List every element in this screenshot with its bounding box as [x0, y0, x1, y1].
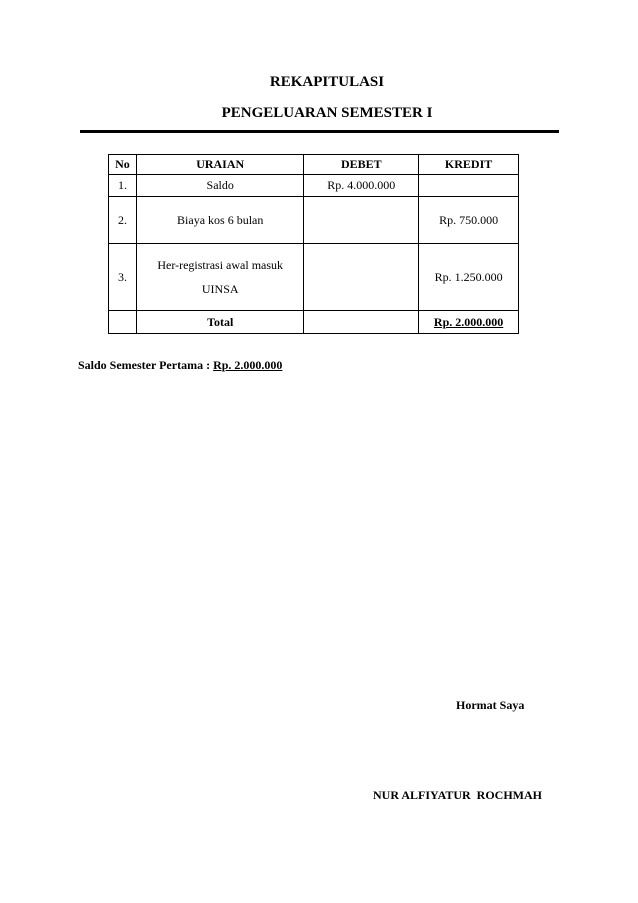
row-uraian-line-1: Her-registrasi awal masuk: [157, 258, 284, 272]
saldo-label: Saldo Semester Pertama :: [78, 358, 214, 372]
row-uraian: Saldo: [136, 175, 304, 197]
row-debet: [304, 244, 419, 311]
header-kredit: KREDIT: [419, 155, 519, 175]
row-debet: Rp. 4.000.000: [304, 175, 419, 197]
row-uraian: [136, 244, 304, 311]
document-subtitle: PENGELUARAN SEMESTER I: [221, 105, 433, 121]
closing-greeting: Hormat Saya: [456, 698, 525, 712]
header-uraian: URAIAN: [136, 155, 304, 175]
row-no: 2.: [109, 197, 137, 244]
row-kredit: [419, 175, 519, 197]
row-uraian-line-2: UINSA: [201, 282, 239, 296]
row-uraian: Biaya kos 6 bulan: [136, 197, 304, 244]
saldo-value: Rp. 2.000.000: [213, 358, 283, 372]
row-kredit: Rp. 1.250.000: [419, 244, 519, 311]
table-row: [109, 197, 519, 244]
row-debet: [304, 197, 419, 244]
saldo-summary: [78, 358, 282, 373]
document-title: REKAPITULASI: [269, 74, 385, 90]
table-row: [109, 244, 519, 311]
header-debet: DEBET: [304, 155, 419, 175]
row-kredit: Rp. 750.000: [419, 197, 519, 244]
row-no: 1.: [109, 175, 137, 197]
table-header-row: [109, 155, 519, 175]
total-label: Total: [136, 311, 304, 334]
signer-name: NUR ALFIYATUR ROCHMAH: [373, 788, 543, 802]
table-row: [109, 175, 519, 197]
table-total-row: [109, 311, 519, 334]
total-kredit: Rp. 2.000.000: [419, 311, 519, 334]
total-debet: [304, 311, 419, 334]
header-no: No: [109, 155, 137, 175]
row-no: 3.: [109, 244, 137, 311]
recap-table: [108, 154, 519, 334]
total-no: [109, 311, 137, 334]
header-divider: [80, 130, 559, 133]
